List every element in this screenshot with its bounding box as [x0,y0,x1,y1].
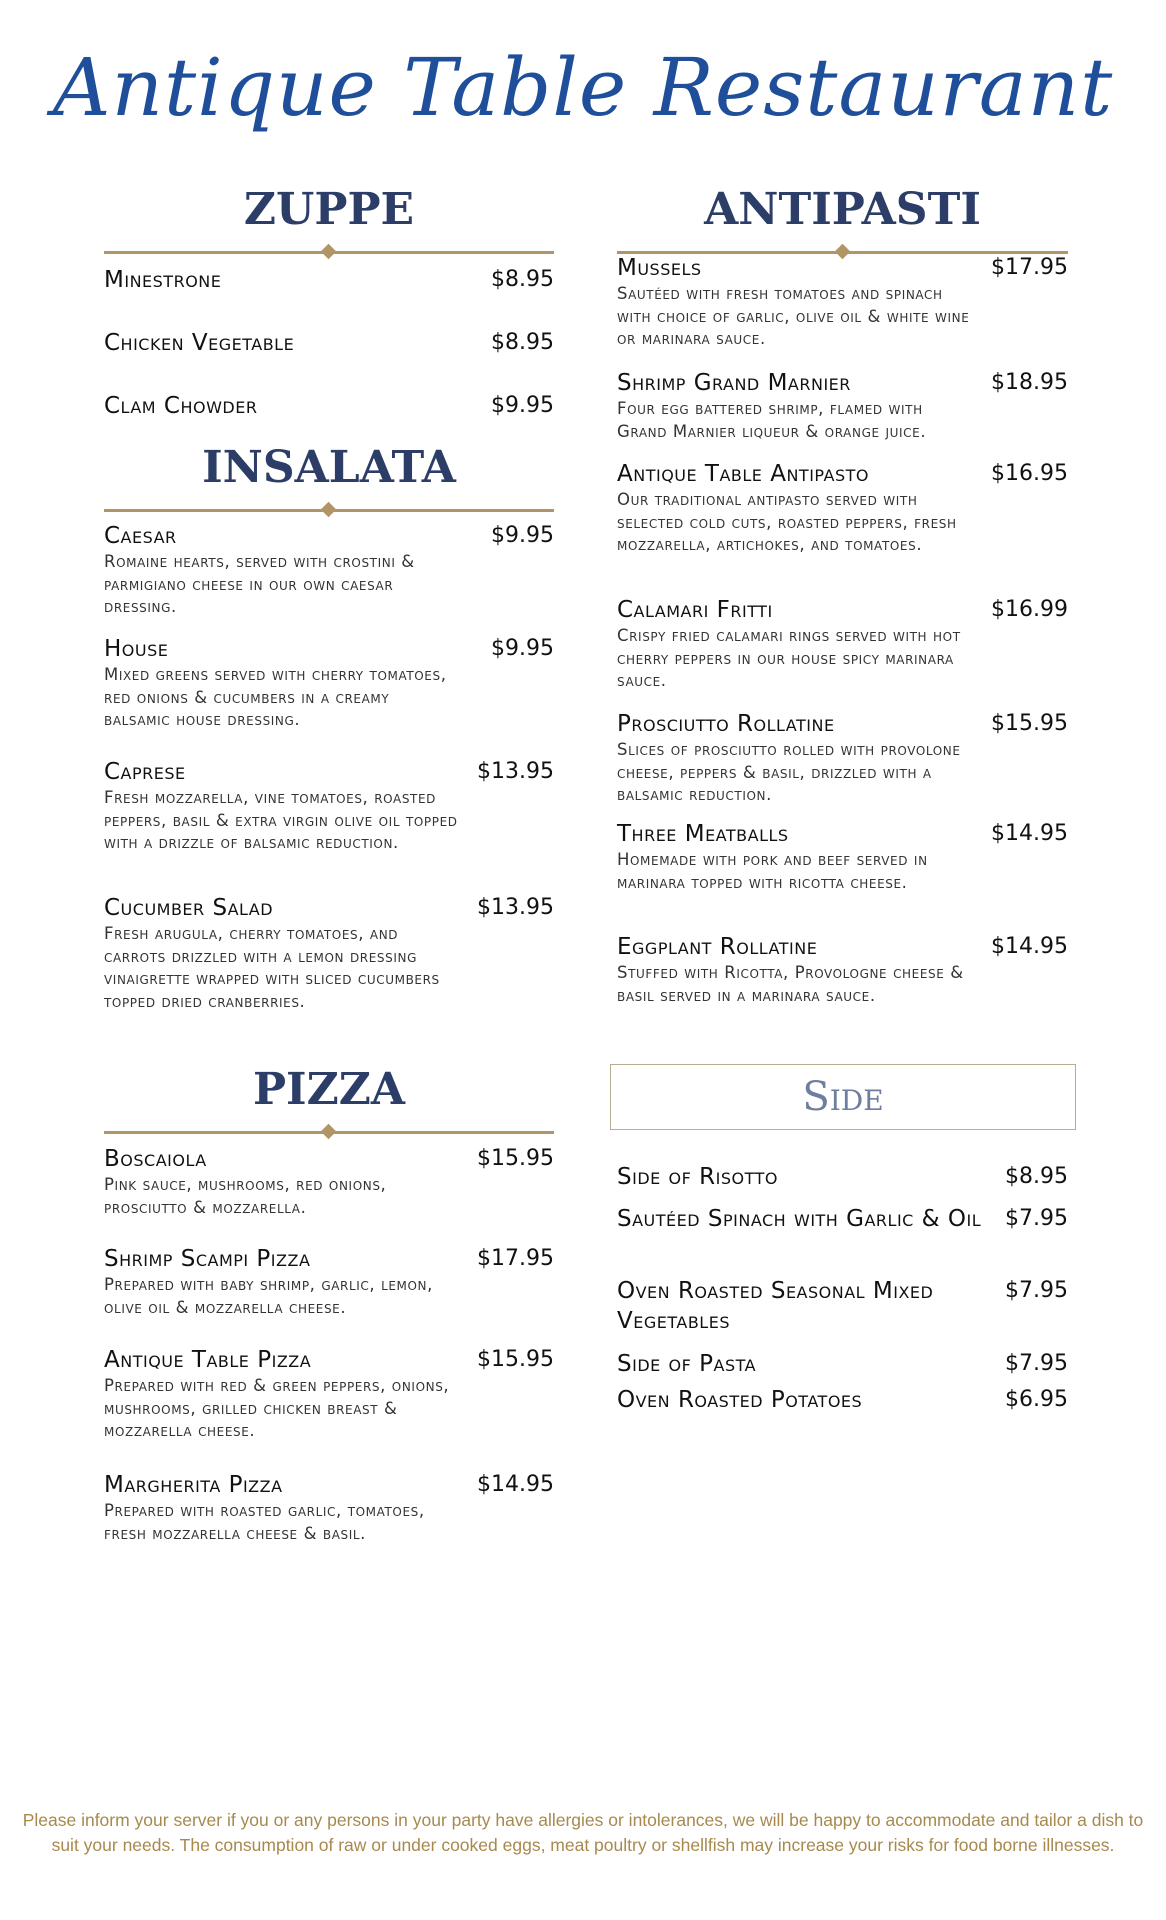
item-price: $7.95 [1005,1278,1068,1303]
item-price: $8.95 [1005,1164,1068,1189]
item-description: Romaine hearts, served with crostini & parmigiano cheese in our own caesar dressing. [104,552,415,616]
item-price: $14.95 [991,934,1068,959]
item-price: $16.99 [991,597,1068,622]
section-title-pizza: PIZZA [252,1064,406,1115]
section-title-insalata: INSALATA [202,442,456,493]
section-divider [104,245,554,259]
item-name: Minestrone [104,267,222,293]
menu-item [104,1346,554,1443]
item-name: Boscaiola [104,1146,207,1172]
menu-item [104,522,554,619]
item-description: Mixed greens served with cherry tomatoes, red onions & cucumbers in a creamy balsamic house dressing. [104,665,447,729]
item-price: $7.95 [1005,1206,1068,1231]
item-price: $17.95 [477,1246,554,1271]
side-item [617,1162,1068,1192]
menu-item [617,933,1068,1007]
menu-item [104,894,554,1013]
item-price: $18.95 [991,370,1068,395]
item-description: Prepared with baby shrimp, garlic, lemon, olive oil & mozzarella cheese. [104,1275,433,1317]
item-price: $9.95 [491,636,554,661]
item-name: Caesar [104,523,177,549]
item-price: $14.95 [991,821,1068,846]
item-price: $9.95 [491,523,554,548]
item-name: Three Meatballs [617,821,789,847]
section-divider [104,1125,554,1139]
menu-item [104,758,554,855]
item-price: $15.95 [477,1146,554,1171]
menu-item [617,369,1068,443]
menu-item [104,1471,554,1545]
section-title-antipasti: ANTIPASTI [704,184,981,235]
item-name: Side of Risotto [617,1164,778,1190]
menu-item [104,1145,554,1219]
item-name: Antique Table Pizza [104,1347,312,1373]
item-name: Antique Table Antipasto [617,461,870,487]
item-price: $14.95 [477,1472,554,1497]
item-description: Stuffed with Ricotta, Provologne cheese & basil served in a marinara sauce. [617,963,964,1005]
section-divider [104,503,554,517]
item-description: Crispy fried calamari rings served with hot cherry peppers in our house spicy marinara sauce. [617,626,961,690]
item-description: Fresh mozzarella, vine tomatoes, roasted peppers, basil & extra virgin olive oil topped with a drizzle of balsamic reduction. [104,788,458,852]
item-name: Margherita Pizza [104,1472,283,1498]
item-price: $17.95 [991,255,1068,280]
item-name: Chicken Vegetable [104,330,295,356]
item-description: Four egg battered shrimp, flamed with Grand Marnier liqueur & orange juice. [617,399,927,441]
item-name: Prosciutto Rollatine [617,711,835,737]
item-description: Homemade with pork and beef served in marinara topped with ricotta cheese. [617,850,928,892]
item-price: $15.95 [991,711,1068,736]
allergy-notice: Please inform your server if you or any persons in your party have allergies or intolerances, we will be happy to accommodate and tailor a dish to suit your needs. The consumption of raw or under cooked eggs, meat poultry or shellfish may increase your risks for food borne illnesses. [22,1810,1144,1855]
item-name: Clam Chowder [104,393,258,419]
item-name: Sautéed Spinach with Garlic & Oil [617,1206,982,1232]
menu-item [104,1245,554,1319]
item-name: Mussels [617,255,702,281]
item-name: Cucumber Salad [104,895,274,921]
item-name: Shrimp Scampi Pizza [104,1246,311,1272]
item-name: House [104,636,169,662]
item-price: $7.95 [1005,1351,1068,1376]
item-price: $8.95 [491,330,554,355]
item-name: Eggplant Rollatine [617,934,818,960]
section-title-zuppe: ZUPPE [243,184,415,235]
menu-item [104,266,554,294]
item-price: $15.95 [477,1347,554,1372]
right-column [617,0,1068,1050]
item-price: $9.95 [491,393,554,418]
item-description: Pink sauce, mushrooms, red onions, prosciutto & mozzarella. [104,1175,387,1217]
item-description: Slices of prosciutto rolled with provolone cheese, peppers & basil, drizzled with a balsamic reduction. [617,740,961,804]
menu-item [617,820,1068,894]
item-price: $13.95 [477,759,554,784]
item-name: Shrimp Grand Marnier [617,370,851,396]
side-item [617,1204,1068,1234]
item-price: $6.95 [1005,1387,1068,1412]
side-header-box [610,1064,1076,1130]
item-price: $8.95 [491,267,554,292]
item-name: Caprese [104,759,186,785]
menu-item [617,460,1068,557]
menu-item [104,392,554,420]
item-price: $13.95 [477,895,554,920]
item-name: Oven Roasted Seasonal Mixed Vegetables [617,1278,934,1334]
section-title-side: Side [802,1074,884,1120]
item-name: Calamari Fritti [617,597,773,623]
restaurant-title: Antique Table Restaurant [52,41,1114,134]
item-description: Our traditional antipasto served with selected cold cuts, roasted peppers, fresh mozzarella, artichokes, and tomatoes. [617,490,957,554]
menu-item [617,710,1068,807]
side-item [617,1385,1068,1415]
menu-item [617,596,1068,693]
item-description: Prepared with red & green peppers, onions, mushrooms, grilled chicken breast & mozzarella cheese. [104,1376,450,1440]
menu-item [617,254,1068,351]
left-column [104,0,554,1700]
item-description: Fresh arugula, cherry tomatoes, and carrots drizzled with a lemon dressing vinaigrette wrapped with sliced cucumbers topped dried cranberries. [104,924,440,1011]
item-description: Prepared with roasted garlic, tomatoes, fresh mozzarella cheese & basil. [104,1501,425,1543]
item-price: $16.95 [991,461,1068,486]
side-item [617,1276,1068,1336]
item-description: Sautéed with fresh tomatoes and spinach with choice of garlic, olive oil & white wine or marinara sauce. [617,284,970,348]
item-name: Oven Roasted Potatoes [617,1387,863,1413]
menu-item [104,329,554,357]
menu-item [104,635,554,732]
side-item [617,1349,1068,1379]
item-name: Side of Pasta [617,1351,757,1377]
